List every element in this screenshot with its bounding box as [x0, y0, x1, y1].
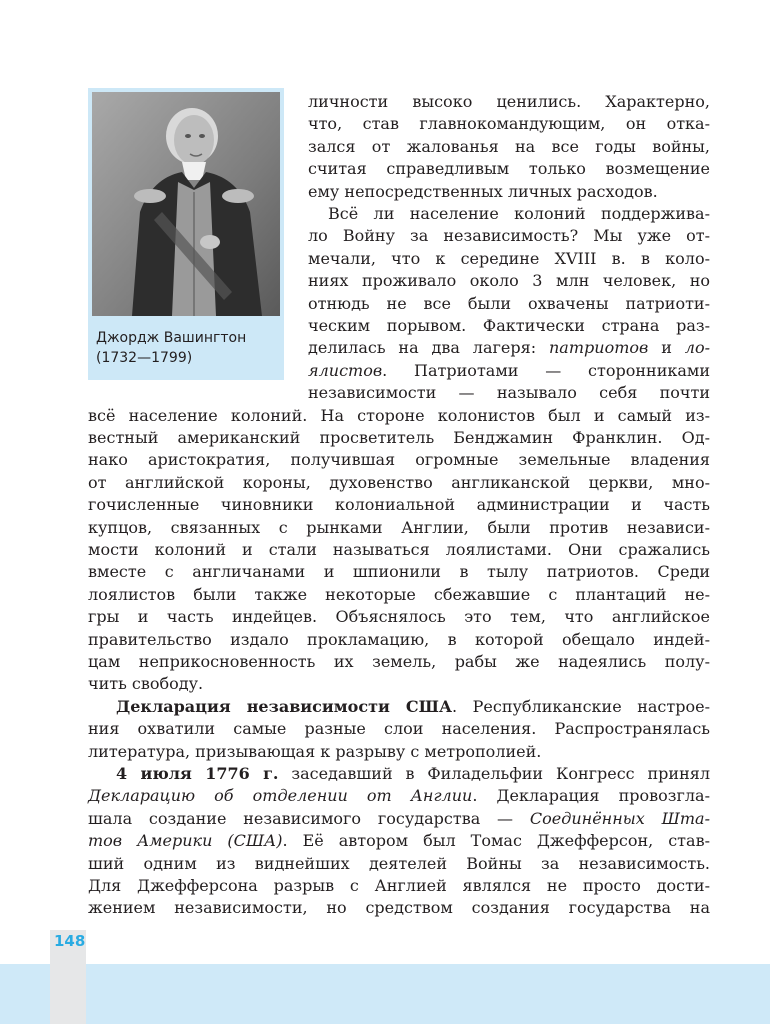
text-line — [88, 785, 710, 809]
italic-text: ялистов — [308, 360, 383, 380]
text-segment: и — [648, 338, 685, 358]
text-line — [88, 561, 710, 585]
caption-years: (1732—1799) — [96, 350, 193, 366]
text-line — [308, 315, 710, 339]
text-segment: ческим порывом. Фактически страна раз- — [308, 316, 710, 335]
text-line — [328, 203, 710, 227]
text-line — [88, 741, 710, 765]
text-segment: . Декларация провозгла- — [472, 786, 710, 806]
text-line — [308, 181, 710, 205]
portrait-caption — [96, 328, 280, 368]
text-segment: вестный американский просветитель Бенджамин Франклин. Од- — [88, 428, 710, 447]
text-line — [88, 651, 710, 675]
text-line — [88, 673, 710, 697]
text-line — [88, 875, 710, 899]
italic-text: ло- — [684, 338, 711, 358]
text-segment: купцов, связанных с рынками Англии, были против независи- — [88, 517, 710, 537]
text-segment: вместе с англичанами и шпионили в тылу патриотов. Среди — [88, 562, 710, 582]
text-segment: . Её автором был Томас Джефферсон, став- — [282, 831, 710, 851]
text-line — [88, 472, 710, 496]
italic-text: Соединённых Шта- — [529, 808, 710, 828]
text-line — [88, 830, 710, 854]
caption-name: Джордж Вашингтон — [96, 330, 247, 346]
italic-text: Декларацию об отделении от Англии — [88, 786, 473, 806]
text-segment: гры и часть индейцев. Объяснялось это тем, что английское — [88, 607, 710, 627]
text-segment: ло Войну за независимость? Мы уже от- — [308, 226, 710, 246]
text-segment: что, став главнокомандующим, он отка- — [308, 114, 710, 134]
text-line — [308, 225, 710, 249]
text-line — [88, 808, 710, 832]
text-line — [308, 382, 710, 406]
text-segment: ему непосредственных личных расходов. — [308, 181, 658, 201]
text-line — [88, 718, 710, 742]
page-number: 148 — [54, 932, 86, 950]
text-segment: делилась на два лагеря: — [308, 338, 549, 358]
text-line — [88, 897, 710, 921]
text-segment: отнюдь не все были охвачены патриоти- — [308, 293, 710, 313]
text-segment: мечали, что к середине XVIII в. в коло- — [308, 248, 710, 268]
text-segment: чить свободу. — [88, 674, 204, 694]
text-segment: зался от жалованья на все годы войны, — [308, 136, 710, 156]
text-segment: Для Джефферсона разрыв с Англией являлся не просто дости- — [88, 876, 710, 895]
text-segment: ниях проживало около 3 млн человек, но — [308, 271, 710, 291]
text-line — [88, 494, 710, 518]
text-segment: нако аристократия, получившая огромные земельные владения — [88, 450, 710, 470]
text-line — [88, 606, 710, 630]
text-line — [88, 405, 710, 429]
text-line — [308, 293, 710, 317]
text-line — [88, 584, 710, 608]
text-segment: . Патриотами — сторонниками — [382, 360, 710, 380]
text-segment: от английской короны, духовенство англиканской церкви, мно- — [88, 472, 710, 492]
text-segment: заседавший в Филадельфии Конгресс принял — [278, 764, 710, 783]
text-line — [88, 853, 710, 877]
text-segment: жением независимости, но средством создания государства на — [88, 898, 710, 918]
text-segment: мости колоний и стали называться лоялистами. Они сражались — [88, 540, 710, 559]
text-segment: личности высоко ценились. Характерно, — [308, 92, 710, 111]
text-segment: . Республиканские настрое- — [451, 696, 710, 716]
text-line — [308, 136, 710, 160]
text-line — [308, 248, 710, 272]
text-segment: считая справедливым только возмещение — [308, 159, 710, 179]
text-line — [308, 91, 710, 115]
text-segment: всё население колоний. На стороне колонистов был и самый из- — [88, 405, 710, 425]
text-segment: правительство издало прокламацию, в которой обещало индей- — [88, 629, 710, 649]
italic-text: тов Америки (США) — [88, 831, 283, 851]
bold-text: 4 июля 1776 г. — [116, 764, 279, 783]
bold-text: Декларация независимости США — [116, 696, 452, 716]
text-line — [308, 360, 710, 384]
washington-portrait-image — [92, 92, 280, 316]
text-line — [116, 763, 710, 787]
text-segment: ший одним из виднейших деятелей Войны за независимость. — [88, 853, 710, 873]
italic-text: патриотов — [549, 338, 649, 358]
text-line — [308, 158, 710, 182]
portrait-figure — [88, 88, 284, 380]
text-segment: Всё ли население колоний поддержива- — [328, 204, 710, 223]
text-segment: цам неприкосновенность их земель, рабы же надеялись полу- — [88, 652, 710, 671]
text-segment: независимости — называло себя почти — [308, 383, 710, 403]
text-line — [88, 449, 710, 473]
text-line — [88, 629, 710, 653]
text-segment: лоялистов были также некоторые сбежавшие с плантаций не- — [88, 584, 710, 604]
text-segment: гочисленные чиновники колониальной администрации и часть — [88, 495, 710, 515]
text-line — [308, 337, 710, 361]
text-line — [88, 427, 710, 451]
text-line — [88, 539, 710, 563]
text-segment: литература, призывающая к разрыву с метрополией. — [88, 741, 542, 761]
text-line — [116, 696, 710, 720]
bottom-band — [0, 964, 770, 1024]
text-line — [88, 517, 710, 541]
text-line — [308, 113, 710, 137]
text-line — [308, 270, 710, 294]
text-segment: шала создание независимого государства — — [88, 808, 530, 828]
text-segment: ния охватили самые разные слои населения. Распространялась — [88, 719, 710, 739]
